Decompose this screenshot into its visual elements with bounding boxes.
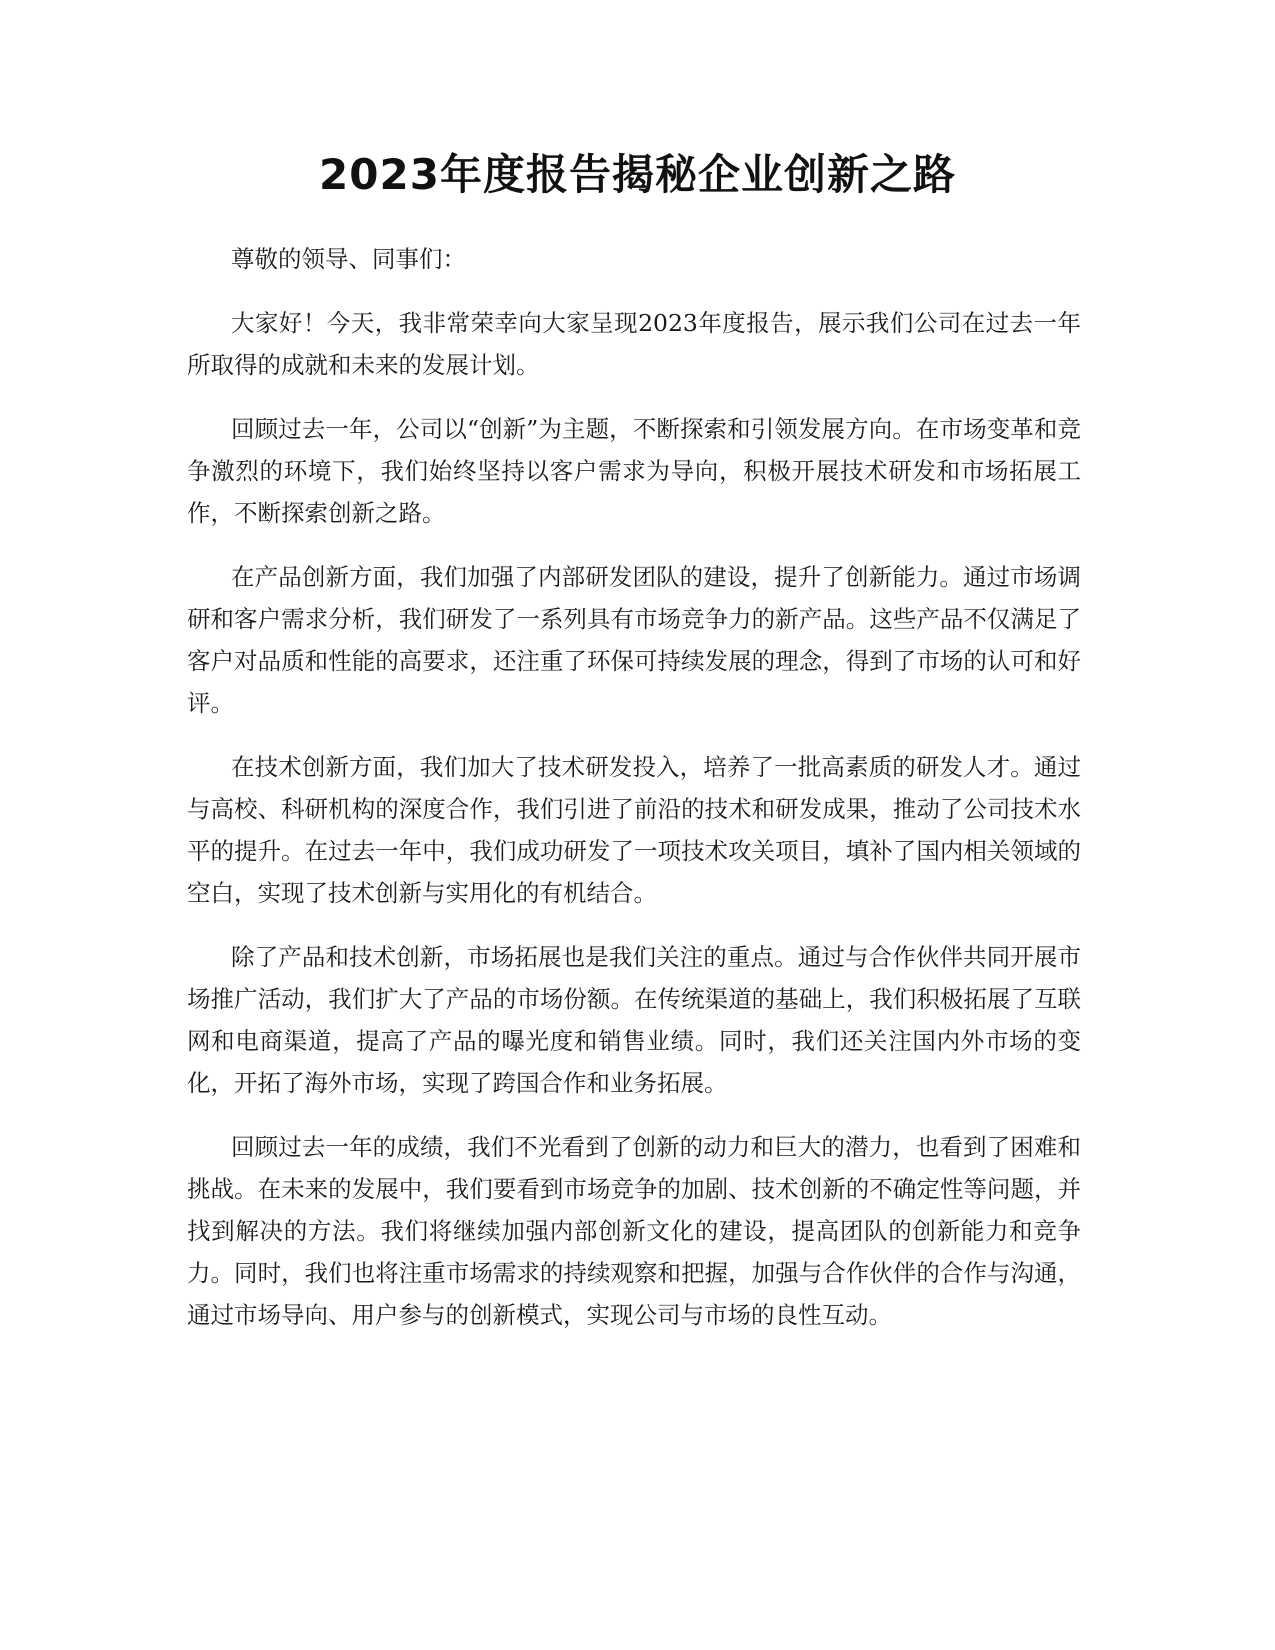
paragraph-salutation: 尊敬的领导、同事们： bbox=[231, 245, 466, 273]
paragraph-greeting: 大家好！今天，我非常荣幸向大家呈现2023年度报告，展示我们公司在过去一年所取得的成就和未来的发展计划。 bbox=[187, 309, 1081, 379]
paragraph-outlook: 回顾过去一年的成绩，我们不光看到了创新的动力和巨大的潜力，也看到了困难和挑战。在未来的发展中，我们要看到市场竞争的加剧、技术创新的不确定性等问题，并找到解决的方法。我们将继续加强内部创新文化的建设，提高团队的创新能力和竞争力。同时，我们也将注重市场需求的持续观察和把握，加强与合作伙伴的合作与沟通，通过市场导向、用户参与的创新模式，实现公司与市场的良性互动。 bbox=[187, 1133, 1081, 1329]
document-body bbox=[187, 238, 1081, 1358]
paragraph-market-expansion: 除了产品和技术创新，市场拓展也是我们关注的重点。通过与合作伙伴共同开展市场推广活动，我们扩大了产品的市场份额。在传统渠道的基础上，我们积极拓展了互联网和电商渠道，提高了产品的曝光度和销售业绩。同时，我们还关注国内外市场的变化，开拓了海外市场，实现了跨国合作和业务拓展。 bbox=[187, 943, 1081, 1097]
document-title: 2023年度报告揭秘企业创新之路 bbox=[319, 150, 956, 199]
paragraph-technology-innovation: 在技术创新方面，我们加大了技术研发投入，培养了一批高素质的研发人才。通过与高校、科研机构的深度合作，我们引进了前沿的技术和研发成果，推动了公司技术水平的提升。在过去一年中，我们成功研发了一项技术攻关项目，填补了国内相关领域的空白，实现了技术创新与实用化的有机结合。 bbox=[187, 753, 1081, 907]
paragraph-product-innovation: 在产品创新方面，我们加强了内部研发团队的建设，提升了创新能力。通过市场调研和客户需求分析，我们研发了一系列具有市场竞争力的新产品。这些产品不仅满足了客户对品质和性能的高要求，还注重了环保可持续发展的理念，得到了市场的认可和好评。 bbox=[187, 563, 1081, 717]
paragraph-review: 回顾过去一年，公司以“创新”为主题，不断探索和引领发展方向。在市场变革和竞争激烈的环境下，我们始终坚持以客户需求为导向，积极开展技术研发和市场拓展工作，不断探索创新之路。 bbox=[187, 415, 1081, 527]
